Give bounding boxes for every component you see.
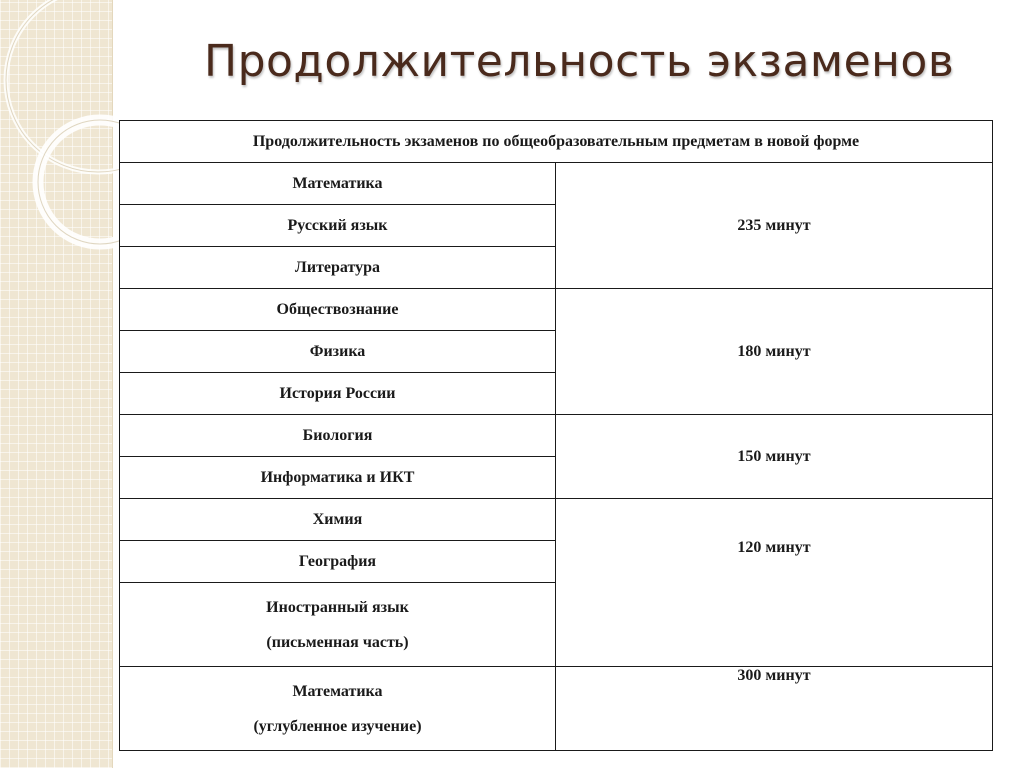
table-row bbox=[120, 499, 993, 541]
subject-cell: Биология bbox=[120, 415, 556, 457]
subject-cell-multiline bbox=[120, 667, 556, 751]
duration-cell: 120 минут bbox=[556, 499, 993, 667]
subject-line: Математика bbox=[292, 682, 383, 700]
subject-cell: Информатика и ИКТ bbox=[120, 457, 556, 499]
table-row bbox=[120, 163, 993, 205]
duration-cell: 235 минут bbox=[556, 163, 993, 289]
duration-cell: 180 минут bbox=[556, 289, 993, 415]
subject-cell: Физика bbox=[120, 331, 556, 373]
decorative-circles bbox=[0, 0, 130, 300]
subject-line: (письменная часть) bbox=[266, 633, 409, 651]
table-header-row bbox=[120, 121, 993, 163]
subject-cell: Математика bbox=[120, 163, 556, 205]
subject-cell: Химия bbox=[120, 499, 556, 541]
table-row bbox=[120, 415, 993, 457]
slide-title: Продолжительность экзаменов bbox=[204, 36, 955, 87]
subject-line: Иностранный язык bbox=[266, 598, 409, 616]
duration-cell: 300 минут bbox=[556, 667, 993, 751]
subject-cell: Литература bbox=[120, 247, 556, 289]
subject-cell-multiline bbox=[120, 583, 556, 667]
exam-duration-table bbox=[119, 120, 993, 751]
table-row bbox=[120, 289, 993, 331]
subject-cell: Русский язык bbox=[120, 205, 556, 247]
subject-cell: География bbox=[120, 541, 556, 583]
subject-line: (углубленное изучение) bbox=[253, 717, 422, 735]
duration-cell: 150 минут bbox=[556, 415, 993, 499]
table-header: Продолжительность экзаменов по общеобразовательным предметам в новой форме bbox=[120, 121, 993, 163]
subject-cell: Обществознание bbox=[120, 289, 556, 331]
subject-cell: История России bbox=[120, 373, 556, 415]
table-row bbox=[120, 667, 993, 751]
